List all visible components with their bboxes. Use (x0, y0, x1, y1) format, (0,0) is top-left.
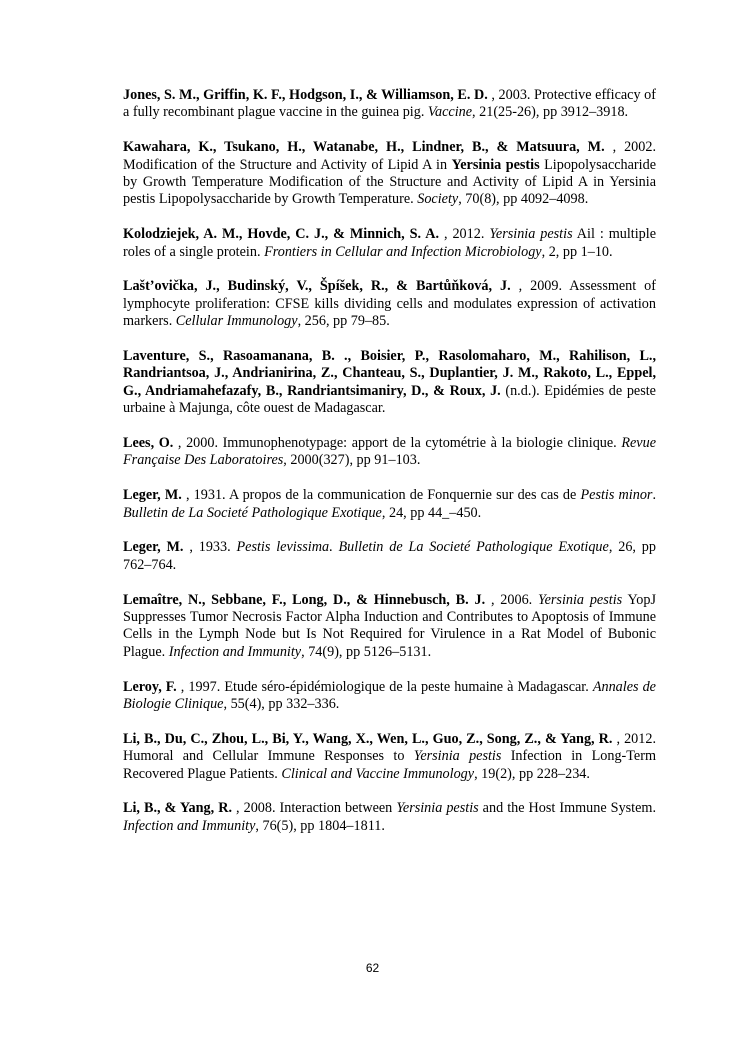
reference-text: , 256, pp 79–85. (297, 313, 390, 330)
reference-authors: Li, B., & Yang, R. (123, 800, 232, 817)
reference-entry (123, 278, 656, 330)
reference-authors: Jones, S. M., Griffin, K. F., Hodgson, I., & Williamson, E. D. (123, 87, 488, 103)
reference-entry (123, 679, 656, 714)
reference-entry (123, 226, 656, 261)
page-number: 62 (365, 961, 380, 975)
reference-authors: Kolodziejek, A. M., Hovde, C. J., & Minnich, S. A. (123, 226, 440, 243)
reference-text: , 70(8), pp 4092–4098. (458, 191, 589, 208)
reference-authors: Leger, M. (123, 539, 184, 556)
reference-text: , 2006. (485, 591, 539, 608)
reference-text: , 2009. Assessment of lymphocyte proliferation: CFSE kills dividing cells and modulates expression of activation markers. (123, 278, 656, 330)
reference-text: , 55(4), pp 332–336. (223, 696, 340, 713)
reference-text: , 2002. Modification of the Structure and Activity of Lipid A in (123, 139, 657, 173)
reference-journal: Bulletin de La Societé Pathologique Exotique (123, 504, 382, 521)
reference-emphasis: Yersinia pestis (451, 156, 540, 173)
reference-text: , 2012. (439, 226, 490, 243)
reference-authors: Lemaître, N., Sebbane, F., Long, D., & Hinnebusch, B. J. (123, 591, 486, 608)
reference-authors: Lees, O. (123, 435, 174, 452)
reference-entry (123, 800, 656, 835)
reference-text: , 1931. A propos de la communication de Fonquernie sur des cas de (181, 487, 581, 504)
reference-list (123, 87, 656, 853)
reference-text: , 2008. Interaction between (232, 800, 397, 817)
reference-entry (123, 348, 656, 418)
reference-text: , 1933. (183, 539, 237, 556)
reference-entry (123, 87, 656, 122)
reference-text: , 76(5), pp 1804–1811. (255, 817, 385, 834)
reference-text: , 24, pp 44_–450. (381, 504, 482, 521)
reference-text: . (329, 539, 339, 556)
reference-journal: Infection and Immunity (168, 643, 302, 660)
reference-journal: Clinical and Vaccine Immunology (281, 765, 475, 782)
reference-species: Yersinia pestis (413, 748, 502, 765)
reference-text: Infection in Long-Term Recovered Plague Patients. (123, 748, 656, 782)
reference-authors: Li, B., Du, C., Zhou, L., Bi, Y., Wang, X., Wen, L., Guo, Z., Song, Z., & Yang, R. (123, 730, 613, 747)
reference-entry (123, 435, 656, 470)
reference-text: , 74(9), pp 5126–5131. (301, 643, 432, 660)
reference-journal: Cellular Immunology (175, 313, 298, 330)
reference-entry (123, 139, 656, 209)
reference-text: , 2012. Humoral and Cellular Immune Responses to (123, 730, 657, 765)
reference-species: Yersinia pestis (538, 591, 623, 608)
reference-text: Ail : multiple roles of a single protein. (123, 226, 656, 260)
reference-journal: Infection and Immunity (123, 817, 256, 834)
reference-text: , 2000. Immunophenotypage: apport de la cytométrie à la biologie clinique. (173, 435, 622, 452)
reference-journal: Frontiers in Cellular and Infection Microbiology (264, 243, 542, 260)
reference-authors: Leger, M. (123, 487, 182, 504)
reference-journal: Revue Française Des Laboratoires (123, 435, 656, 469)
reference-authors: Laventure, S., Rasoamanana, B. ., Boisier, P., Rasolomaharo, M., Rahilison, L., Randriantsoa, J., Andrianirina, Z., Chanteau, S., Duplantier, J. M., Rakoto, L., Eppel, G., Andriamahefazafy, B., Randriantsimaniry, D., & Roux, J. (123, 348, 656, 399)
reference-journal: Vaccine (427, 104, 473, 121)
reference-text: Lipopolysaccharide by Growth Temperature Modification of the Structure and Activity of Lipid A in Yersinia pestis Lipopolysaccharide by Growth Temperature. (123, 156, 656, 208)
reference-journal: Bulletin de La Societé Pathologique Exotique (338, 539, 609, 556)
reference-journal: Annales de Biologie Clinique (123, 678, 656, 713)
reference-text: , 2003. Protective efficacy of a fully recombinant plague vaccine in the guinea pig. (123, 87, 656, 121)
reference-species: Yersinia pestis (396, 800, 479, 817)
reference-title: Pestis minor (580, 487, 653, 504)
reference-text: , 2000(327), pp 91–103. (283, 452, 421, 469)
reference-text: (n.d.). Epidémies de peste urbaine à Majunga, côte ouest de Madagascar. (123, 382, 656, 417)
reference-entry (123, 592, 656, 662)
reference-text: YopJ Suppresses Tumor Necrosis Factor Alpha Induction and Contributes to Apoptosis of Immune Cells in the Lymph Node but Is Not Required for Virulence in a Rat Model of Bubonic Plague. (123, 591, 656, 660)
reference-authors: Lašt’ovička, J., Budinský, V., Špíšek, R., & Bartůňková, J. (123, 278, 511, 295)
reference-entry (123, 539, 656, 574)
reference-text: , 19(2), pp 228–234. (474, 765, 590, 782)
reference-species: Yersinia pestis (489, 226, 573, 243)
reference-journal: Society (417, 191, 459, 208)
reference-entry (123, 731, 656, 783)
reference-text: . (652, 487, 656, 504)
reference-text: , 1997. Etude séro-épidémiologique de la peste humaine à Madagascar. (176, 678, 593, 695)
reference-text: , 21(25-26), pp 3912–3918. (472, 104, 629, 121)
reference-text: , 2, pp 1–10. (541, 243, 613, 260)
reference-text: and the Host Immune System. (478, 800, 657, 817)
reference-title: Pestis levissima (236, 539, 330, 556)
reference-authors: Leroy, F. (123, 678, 177, 695)
reference-text: , 26, pp 762–764. (123, 539, 656, 573)
reference-authors: Kawahara, K., Tsukano, H., Watanabe, H., Lindner, B., & Matsuura, M. (123, 139, 605, 156)
reference-entry (123, 487, 656, 522)
